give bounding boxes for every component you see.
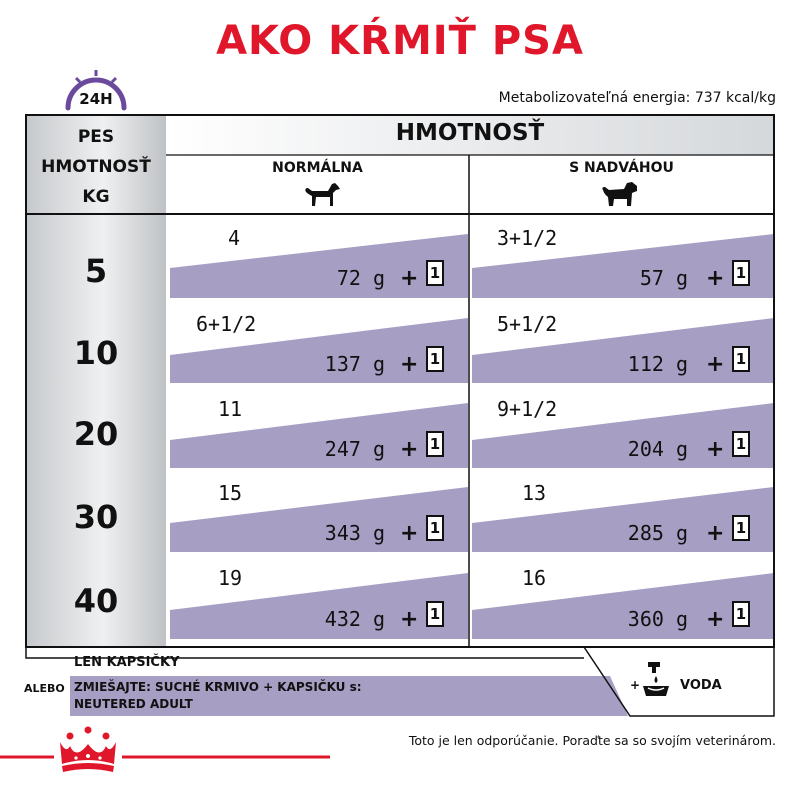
over-dry-2: 5+1/2: [497, 312, 558, 336]
plus-sign: +: [706, 266, 725, 291]
normal-dry-2: 6+1/2: [196, 312, 257, 336]
normal-wet-4: 343 g: [324, 521, 385, 545]
header-kg: KG: [82, 187, 110, 207]
header-hmotnost: HMOTNOSŤ: [41, 157, 151, 177]
weight-20: 20: [73, 415, 119, 453]
pouch-icon: [732, 431, 750, 457]
weight-40: 40: [73, 582, 119, 620]
plus-sign: +: [400, 607, 419, 632]
pouch-count: 1: [735, 605, 747, 623]
normal-wet-5: 432 g: [324, 607, 385, 631]
normal-dry-3: 11: [218, 397, 243, 421]
pouch-count: 1: [735, 350, 747, 368]
pouch-count: 1: [429, 519, 441, 537]
water-plus: +: [630, 678, 641, 692]
pouch-icon: [426, 515, 444, 541]
pouches-only-label: LEN KAPSIČKY: [74, 655, 180, 670]
over-dry-5: 16: [522, 566, 547, 590]
pouch-count: 1: [429, 605, 441, 623]
disclaimer: Toto je len odporúčanie. Poraďte sa so svojím veterinárom.: [408, 733, 776, 748]
dog-normal-icon: [302, 180, 342, 208]
plus-sign: +: [706, 607, 725, 632]
over-wet-3: 204 g: [627, 437, 688, 461]
over-dry-4: 13: [522, 481, 547, 505]
clock-label: 24H: [79, 90, 113, 108]
normal-dry-1: 4: [228, 226, 241, 250]
pouch-icon: [426, 601, 444, 627]
plus-sign: +: [400, 266, 419, 291]
pouch-count: 1: [735, 519, 747, 537]
pouch-count: 1: [429, 350, 441, 368]
weight-10: 10: [73, 334, 119, 372]
pouch-icon: [732, 515, 750, 541]
water-bowl-icon: [640, 660, 672, 700]
over-wet-4: 285 g: [627, 521, 688, 545]
normal-dry-4: 15: [218, 481, 243, 505]
water-label: VODA: [680, 678, 722, 693]
or-label: ALEBO: [24, 682, 65, 695]
pouch-count: 1: [429, 435, 441, 453]
crown-logo-icon: [60, 727, 116, 773]
over-dry-1: 3+1/2: [497, 226, 558, 250]
plus-sign: +: [706, 521, 725, 546]
normal-dry-5: 19: [218, 566, 243, 590]
pouch-count: 1: [735, 435, 747, 453]
over-wet-2: 112 g: [627, 352, 688, 376]
col-overweight-header: S NADVÁHOU: [569, 160, 674, 176]
over-wet-5: 360 g: [627, 607, 688, 631]
pouch-icon: [426, 260, 444, 286]
pouch-icon: [426, 431, 444, 457]
normal-wet-3: 247 g: [324, 437, 385, 461]
normal-wet-1: 72 g: [336, 266, 385, 290]
footer-graphic: [0, 720, 800, 800]
main-header: HMOTNOSŤ: [395, 120, 545, 146]
plus-sign: +: [706, 352, 725, 377]
mix-instructions: ZMIEŠAJTE: SUCHÉ KRMIVO + KAPSIČKU s:: [74, 680, 362, 694]
pouch-icon: [732, 601, 750, 627]
weight-5: 5: [84, 252, 108, 290]
pouch-icon: [732, 346, 750, 372]
pouch-count: 1: [429, 264, 441, 282]
over-wet-1: 57 g: [639, 266, 688, 290]
pouch-count: 1: [735, 264, 747, 282]
over-dry-3: 9+1/2: [497, 397, 558, 421]
dog-overweight-icon: [600, 180, 640, 208]
col-normal-header: NORMÁLNA: [272, 160, 363, 176]
header-pes: PES: [77, 127, 115, 147]
plus-sign: +: [400, 437, 419, 462]
weight-column-header: [26, 122, 166, 212]
page-title: AKO KŔMIŤ PSA: [216, 18, 584, 64]
pouch-icon: [426, 346, 444, 372]
plus-sign: +: [400, 352, 419, 377]
plus-sign: +: [706, 437, 725, 462]
energy-label: Metabolizovateľná energia: 737 kcal/kg: [498, 90, 776, 106]
weight-30: 30: [73, 498, 119, 536]
pouch-icon: [732, 260, 750, 286]
product-name: NEUTERED ADULT: [74, 697, 193, 711]
plus-sign: +: [400, 521, 419, 546]
normal-wet-2: 137 g: [324, 352, 385, 376]
